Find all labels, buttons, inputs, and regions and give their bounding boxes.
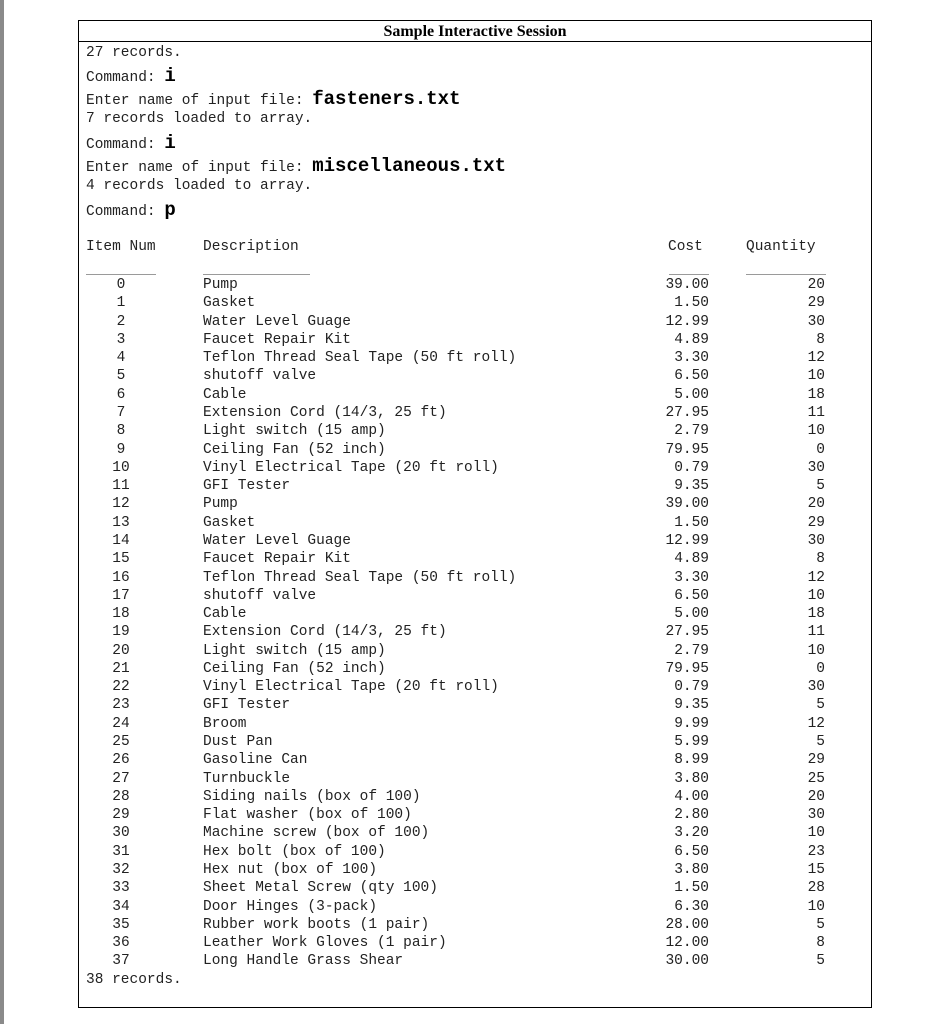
row-quantity: 5: [816, 953, 825, 970]
row-description: Turnbuckle: [203, 770, 291, 787]
row-description: Pump: [203, 496, 238, 513]
row-cost: 6.50: [674, 368, 709, 385]
transcript-line: [86, 45, 182, 61]
row-cost: 12.00: [665, 935, 709, 952]
row-cost: 4.89: [674, 551, 709, 568]
row-description: shutoff valve: [203, 368, 317, 385]
row-quantity: 15: [807, 862, 825, 878]
row-item-num: 10: [112, 459, 130, 476]
header-underline: [86, 274, 156, 275]
row-item-num: 22: [112, 679, 130, 696]
prompt-text: Command:: [86, 70, 165, 86]
row-quantity: 10: [807, 898, 825, 915]
row-item-num: 20: [112, 642, 130, 659]
row-quantity: 10: [807, 642, 825, 659]
header-underline: [203, 274, 310, 275]
row-quantity: 8: [816, 935, 825, 952]
row-quantity: 20: [807, 277, 825, 293]
row-item-num: 34: [112, 898, 130, 915]
row-cost: 0.79: [674, 679, 709, 696]
row-cost: 1.50: [674, 295, 709, 312]
user-input: fasteners.txt: [312, 88, 461, 110]
row-description: Ceiling Fan (52 inch): [203, 441, 386, 458]
row-quantity: 30: [807, 679, 825, 696]
row-item-num: 2: [116, 313, 126, 330]
row-description: Teflon Thread Seal Tape (50 ft roll): [203, 350, 517, 367]
row-item-num: 1: [116, 295, 126, 312]
row-description: GFI Tester: [203, 697, 291, 714]
transcript-line: [86, 199, 176, 221]
row-description: GFI Tester: [203, 478, 291, 495]
row-cost: 9.99: [674, 715, 709, 732]
row-description: Faucet Repair Kit: [203, 331, 351, 348]
row-quantity: 11: [807, 405, 825, 421]
row-cost: 4.89: [674, 331, 709, 348]
row-description: Siding nails (box of 100): [203, 788, 421, 805]
row-item-num: 13: [112, 514, 130, 531]
row-cost: 3.20: [674, 825, 709, 842]
row-quantity: 20: [807, 496, 825, 513]
row-cost: 3.80: [674, 770, 709, 787]
left-edge-bar: [0, 0, 4, 1024]
row-quantity: 28: [807, 880, 825, 897]
row-quantity: 30: [807, 459, 825, 476]
row-quantity: 12: [807, 569, 825, 586]
row-cost: 3.30: [674, 350, 709, 367]
row-quantity: 18: [807, 606, 825, 622]
row-quantity: 12: [807, 715, 825, 732]
row-quantity: 5: [816, 916, 825, 933]
user-input: i: [164, 65, 176, 87]
user-input: miscellaneous.txt: [312, 155, 507, 177]
row-description: Water Level Guage: [203, 313, 351, 330]
row-item-num: 24: [112, 715, 130, 732]
row-item-num: 29: [112, 807, 130, 824]
user-input: p: [164, 199, 176, 221]
row-description: Long Handle Grass Shear: [203, 953, 404, 970]
row-cost: 5.00: [674, 386, 709, 403]
header-underline: [669, 274, 709, 275]
transcript-line: [86, 111, 312, 127]
row-cost: 8.99: [674, 752, 709, 769]
row-cost: 4.00: [674, 788, 709, 805]
row-quantity: 8: [816, 331, 825, 348]
row-item-num: 9: [116, 441, 126, 458]
row-description: Hex bolt (box of 100): [203, 843, 386, 860]
row-quantity: 30: [807, 807, 825, 824]
row-description: Door Hinges (3-pack): [203, 898, 378, 915]
row-item-num: 3: [116, 331, 126, 348]
row-description: Broom: [203, 715, 247, 732]
row-cost: 6.50: [674, 587, 709, 604]
row-item-num: 15: [112, 551, 130, 568]
row-item-num: 19: [112, 624, 130, 641]
header-item-num: Item Num: [86, 239, 156, 255]
row-cost: 3.30: [674, 569, 709, 586]
row-item-num: 17: [112, 587, 130, 604]
row-quantity: 10: [807, 825, 825, 842]
row-cost: 2.79: [674, 423, 709, 440]
row-cost: 30.00: [665, 953, 709, 970]
header-underline: [746, 274, 826, 275]
transcript-line: [86, 65, 176, 87]
output-text: 27 records.: [86, 45, 182, 61]
row-item-num: 32: [112, 862, 130, 878]
footer-record-count: 38 records.: [86, 971, 182, 988]
row-description: Ceiling Fan (52 inch): [203, 660, 386, 677]
row-description: Vinyl Electrical Tape (20 ft roll): [203, 679, 499, 696]
row-cost: 2.79: [674, 642, 709, 659]
row-description: Teflon Thread Seal Tape (50 ft roll): [203, 569, 517, 586]
row-item-num: 7: [116, 405, 126, 421]
row-cost: 9.35: [674, 697, 709, 714]
transcript-line: [86, 88, 460, 110]
row-item-num: 31: [112, 843, 130, 860]
row-item-num: 14: [112, 532, 130, 549]
row-quantity: 29: [807, 752, 825, 769]
session-title: Sample Interactive Session: [79, 21, 871, 42]
row-quantity: 29: [807, 514, 825, 531]
row-description: Water Level Guage: [203, 532, 351, 549]
row-quantity: 29: [807, 295, 825, 312]
row-quantity: 18: [807, 386, 825, 403]
row-item-num: 18: [112, 606, 130, 622]
row-quantity: 20: [807, 788, 825, 805]
row-item-num: 23: [112, 697, 130, 714]
row-quantity: 30: [807, 313, 825, 330]
row-description: Light switch (15 amp): [203, 642, 386, 659]
row-item-num: 28: [112, 788, 130, 805]
row-cost: 0.79: [674, 459, 709, 476]
output-text: 4 records loaded to array.: [86, 178, 313, 194]
row-description: Gasoline Can: [203, 752, 308, 769]
row-description: Gasket: [203, 514, 256, 531]
row-item-num: 35: [112, 916, 130, 933]
row-cost: 79.95: [665, 441, 709, 458]
output-text: 7 records loaded to array.: [86, 111, 313, 127]
row-quantity: 25: [807, 770, 825, 787]
row-quantity: 11: [807, 624, 825, 641]
row-quantity: 5: [816, 734, 825, 750]
row-cost: 39.00: [665, 496, 709, 513]
row-quantity: 5: [816, 478, 825, 495]
prompt-text: Enter name of input file:: [86, 160, 313, 176]
transcript-line: [86, 132, 176, 154]
row-description: Cable: [203, 606, 247, 622]
row-cost: 27.95: [665, 405, 709, 421]
row-description: Extension Cord (14/3, 25 ft): [203, 405, 447, 421]
row-cost: 5.00: [674, 606, 709, 622]
transcript-line: [86, 178, 312, 194]
row-description: Hex nut (box of 100): [203, 862, 378, 878]
row-cost: 39.00: [665, 277, 709, 293]
row-description: Extension Cord (14/3, 25 ft): [203, 624, 447, 641]
row-item-num: 21: [112, 660, 130, 677]
header-quantity: Quantity: [746, 239, 816, 255]
row-description: Leather Work Gloves (1 pair): [203, 935, 447, 952]
row-cost: 28.00: [665, 916, 709, 933]
row-item-num: 33: [112, 880, 130, 897]
prompt-text: Enter name of input file:: [86, 93, 313, 109]
prompt-text: Command:: [86, 137, 165, 153]
row-description: Light switch (15 amp): [203, 423, 386, 440]
row-cost: 12.99: [665, 532, 709, 549]
row-description: Gasket: [203, 295, 256, 312]
user-input: i: [164, 132, 176, 154]
row-item-num: 8: [116, 423, 126, 440]
row-description: Flat washer (box of 100): [203, 807, 412, 824]
row-quantity: 0: [816, 660, 825, 677]
row-description: Rubber work boots (1 pair): [203, 916, 430, 933]
row-item-num: 4: [116, 350, 126, 367]
row-cost: 5.99: [674, 734, 709, 750]
row-description: Faucet Repair Kit: [203, 551, 351, 568]
row-description: Sheet Metal Screw (qty 100): [203, 880, 438, 897]
row-item-num: 0: [116, 277, 126, 293]
row-quantity: 30: [807, 532, 825, 549]
row-item-num: 25: [112, 734, 130, 750]
row-description: shutoff valve: [203, 587, 317, 604]
transcript-line: [86, 155, 506, 177]
row-item-num: 37: [112, 953, 130, 970]
row-quantity: 23: [807, 843, 825, 860]
row-item-num: 30: [112, 825, 130, 842]
row-cost: 9.35: [674, 478, 709, 495]
row-item-num: 27: [112, 770, 130, 787]
row-item-num: 26: [112, 752, 130, 769]
row-quantity: 8: [816, 551, 825, 568]
row-cost: 79.95: [665, 660, 709, 677]
row-description: Vinyl Electrical Tape (20 ft roll): [203, 459, 499, 476]
row-quantity: 10: [807, 423, 825, 440]
row-cost: 6.30: [674, 898, 709, 915]
row-quantity: 10: [807, 368, 825, 385]
header-description: Description: [203, 239, 299, 255]
row-cost: 1.50: [674, 514, 709, 531]
row-cost: 3.80: [674, 862, 709, 878]
row-cost: 1.50: [674, 880, 709, 897]
row-quantity: 12: [807, 350, 825, 367]
row-description: Machine screw (box of 100): [203, 825, 430, 842]
row-cost: 12.99: [665, 313, 709, 330]
row-description: Pump: [203, 277, 238, 293]
row-cost: 2.80: [674, 807, 709, 824]
row-quantity: 0: [816, 441, 825, 458]
row-quantity: 10: [807, 587, 825, 604]
row-item-num: 11: [112, 478, 130, 495]
header-cost: Cost: [668, 239, 703, 255]
row-cost: 6.50: [674, 843, 709, 860]
row-description: Dust Pan: [203, 734, 273, 750]
row-cost: 27.95: [665, 624, 709, 641]
row-item-num: 16: [112, 569, 130, 586]
row-quantity: 5: [816, 697, 825, 714]
row-description: Cable: [203, 386, 247, 403]
row-item-num: 5: [116, 368, 126, 385]
row-item-num: 12: [112, 496, 130, 513]
row-item-num: 36: [112, 935, 130, 952]
prompt-text: Command:: [86, 204, 165, 220]
session-panel: [78, 20, 872, 1008]
row-item-num: 6: [116, 386, 126, 403]
